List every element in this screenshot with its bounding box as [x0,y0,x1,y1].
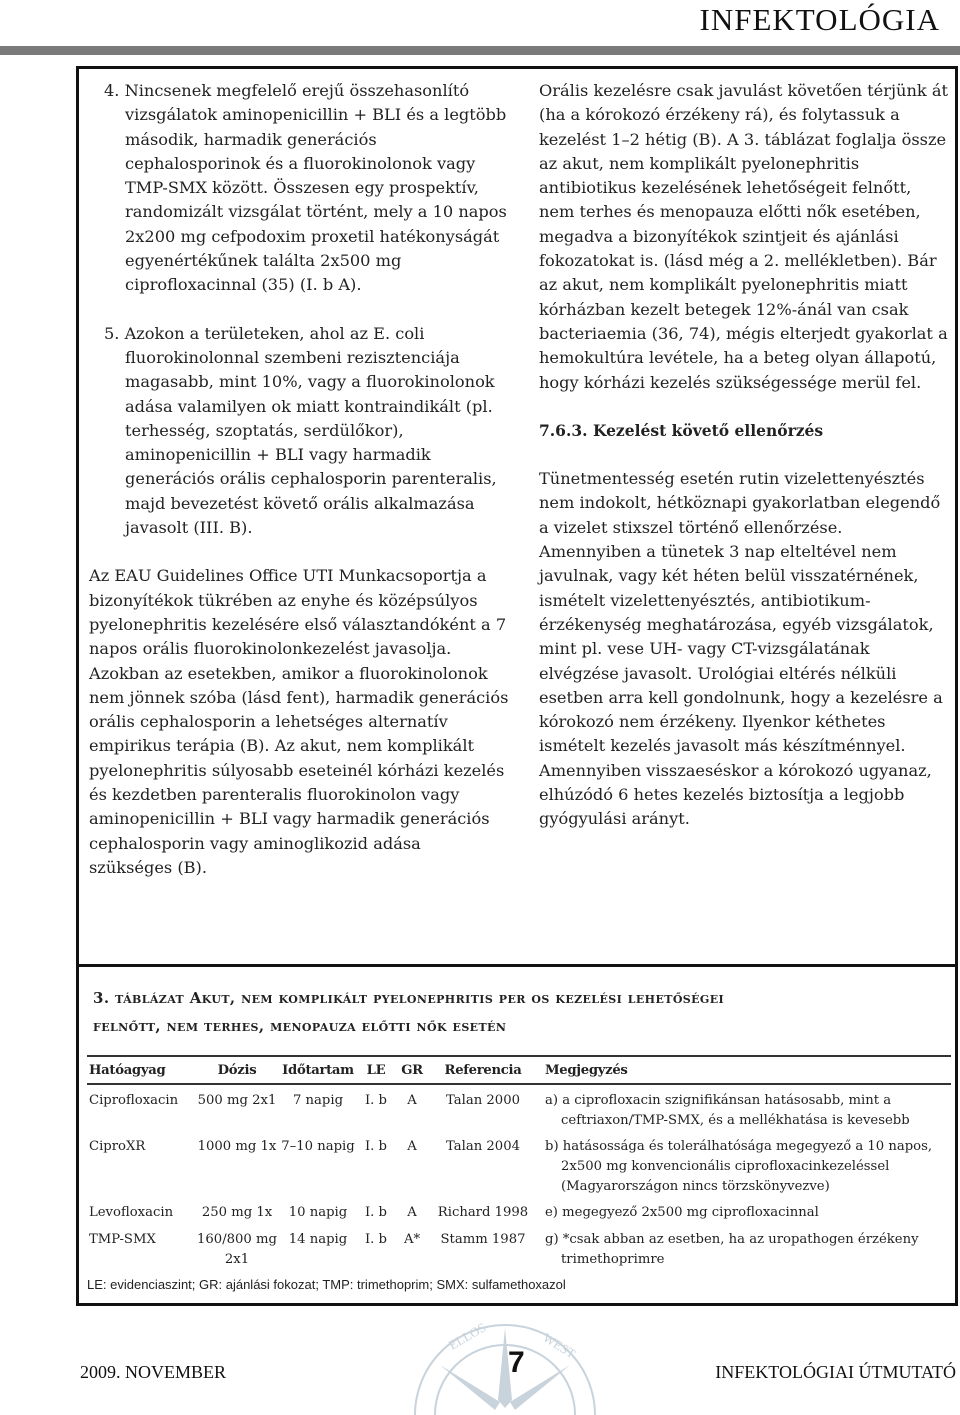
table-header-cell: Időtartam [282,1062,354,1078]
header-rule [0,46,960,55]
table-cell: a) a ciprofloxacin szignifikánsan hatásosabb, mint a ceftriaxon/TMP-SMX, és a mellékhatása is kevesebb [545,1093,910,1128]
table-cell: 500 mg 2x1 [197,1093,277,1108]
table-cell: TMP-SMX [89,1232,156,1247]
table-cell: Richard 1998 [437,1205,529,1220]
table-header-cell: Referencia [444,1062,522,1078]
table-header-cell: Dózis [217,1062,257,1078]
compass-watermark-icon [400,1310,610,1415]
right-column [539,79,949,832]
table-cell: A* [403,1232,421,1247]
table-row [87,1131,951,1197]
frame-divider [79,964,955,967]
list-item-4: 4. Nincsenek megfelelő erejű összehasonlító vizsgálatok aminopenicillin + BLI és a legtöbb második, harmadik generációs cephalosporinok és a fluorokinolonok vagy TMP-SMX között. Összesen egy prospektív, randomizált vizsgálat történt, mely a 10 napos 2x200 mg cefpodoxim proxetil hatékonyságát egyenértékűnek találta 2x500 mg ciprofloxacinnal (35) (I. b A). [104,81,507,295]
table-cell: 250 mg 1x [201,1205,273,1220]
table-cell: Talan 2004 [446,1139,520,1154]
table-cell: Levofloxacin [89,1205,174,1220]
table-header-cell: Hatóagyag [89,1062,166,1078]
table-cell: Stamm 1987 [440,1232,526,1247]
left-paragraph: Az EAU Guidelines Office UTI Munkacsoportja a bizonyítékok tükrében az enyhe és középsúlyos pyelonephritis kezelésére első választandóként a 7 napos orális fluorokinolonkezelést javasolja. Azokban az esetekben, amikor a fluorokinolonok nem jönnek szóba (lásd fent), harmadik generációs orális cephalosporin a lehetséges alternatív empirikus terápia (B). Az akut, nem komplikált pyelonephritis súlyosabb eseteinél kórházi kezelés és kezdetben parenteralis fluorokinolon vagy aminopenicillin + BLI vagy harmadik generációs cephalosporin vagy aminoglikozid adása szükséges (B). [89,566,509,877]
table-title [93,984,943,1040]
page-number: 7 [508,1346,525,1379]
table-cell: 7 napig [292,1093,344,1108]
treatment-table [87,1055,951,1270]
table-title-line-1: 3. táblázat Akut, nem komplikált pyelonephritis per os kezelési lehetőségei [93,989,725,1007]
table-header-cell: GR [401,1062,423,1078]
table-cell: I. b [364,1093,388,1108]
table-header-cell: LE [366,1062,386,1078]
table-cell: I. b [364,1205,388,1220]
table-cell: Talan 2000 [446,1093,520,1108]
table-cell: A [407,1093,417,1108]
list-item-5: 5. Azokon a területeken, ahol az E. coli fluorokinolonnal szembeni rezisztenciája magasabb, mint 10%, vagy a fluorokinolonok adása valamilyen ok miatt kontraindikált (pl. terhesség, szoptatás, serdülőkor), aminopenicillin + BLI vagy harmadik generációs orális cephalosporin parenteralis, majd bevezetést követő orális alkalmazása javasolt (III. B). [104,323,497,538]
table-cell: 160/800 mg 2x1 [197,1232,277,1267]
page-header-title: INFEKTOLÓGIA [699,2,940,37]
right-paragraph-1: Orális kezelésre csak javulást követően térjünk át (ha a kórokozó érzékeny rá), és folytassuk a kezelést 1–2 hétig (B). A 3. táblázat foglalja össze az akut, nem komplikált pyelonephritis antibiotikus kezelésének lehetőségeit felnőtt, nem terhes és menopauza előtti nők esetében, megadva a bizonyítékok szintjeit és ajánlási fokozatokat is. (lásd még a 2. mellékletben). Bár az akut, nem komplikált pyelonephritis miatt kórházban kezelt betegek 12%-ánál van csak bacteriaemia (36, 74), mégis elterjedt gyakorlat a hemokultúra levétele, ha a beteg olyan állapotú, hogy kórházi kezelés szükségessége merül fel. [539,81,948,392]
table-cell: 1000 mg 1x [197,1139,277,1154]
svg-text:WEST: WEST [540,1329,579,1362]
footer-publication: INFEKTOLÓGIAI ÚTMUTATÓ [715,1362,956,1382]
table-cell: I. b [364,1232,388,1247]
left-column [89,79,509,880]
right-paragraph-2: Tünetmentesség esetén rutin vizelettenyésztés nem indokolt, hétköznapi gyakorlatban elegendő a vizelet stixszel történő ellenőrzése. Amennyiben a tünetek 3 nap elteltével nem javulnak, vagy két héten belül visszatérnének, ismételt vizelettenyésztés, antibiotikum-érzékenység meghatározása, egyéb vizsgálatok, mint pl. vese UH- vagy CT-vizsgálatának elvégzése javasolt. Urológiai eltérés nélküli esetben arra kell gondolnunk, hogy a kezelésre a kórokozó nem érzékeny. Ilyenkor kéthetes ismételt kezelés javasolt más készítménnyel. Amennyiben visszaeséskor a kórokozó ugyanaz, elhúzódó 6 hetes kezelés biztosítja a legjobb gyógyulási arányt. [539,469,943,829]
table-row [87,1224,951,1270]
table-row [87,1085,951,1131]
content-frame [76,66,958,1306]
svg-text:ELLOS: ELLOS [446,1319,489,1353]
table-cell: I. b [364,1139,388,1154]
table-legend: LE: evidenciaszint; GR: ajánlási fokozat; TMP: trimethoprim; SMX: sulfamethoxazol [87,1277,566,1292]
table-row [87,1197,951,1224]
table-cell: 14 napig [288,1232,348,1247]
table-cell: 10 napig [288,1205,348,1220]
table-cell: A [407,1205,417,1220]
table-cell: CiproXR [89,1139,146,1154]
table-cell: A [407,1139,417,1154]
table-header-row [87,1055,951,1085]
section-heading: 7.6.3. Kezelést követő ellenőrzés [539,420,824,440]
footer-date: 2009. NOVEMBER [80,1362,227,1382]
table-cell: g) *csak abban az esetben, ha az uropathogen érzékeny trimethoprimre [545,1232,919,1267]
table-header-cell: Megjegyzés [545,1062,628,1078]
table-cell: b) hatásossága és tolerálhatósága megegyező a 10 napos, 2x500 mg konvencionális ciprofloxacinkezeléssel (Magyarországon nincs törzskönyvezve) [545,1139,933,1194]
table-cell: 7–10 napig [281,1139,355,1154]
table-cell: Ciprofloxacin [89,1093,179,1108]
table-cell: e) megegyező 2x500 mg ciprofloxacinnal [545,1205,819,1220]
table-title-line-2: felnőtt, nem terhes, menopauza előtti nők esetén [93,1017,507,1035]
